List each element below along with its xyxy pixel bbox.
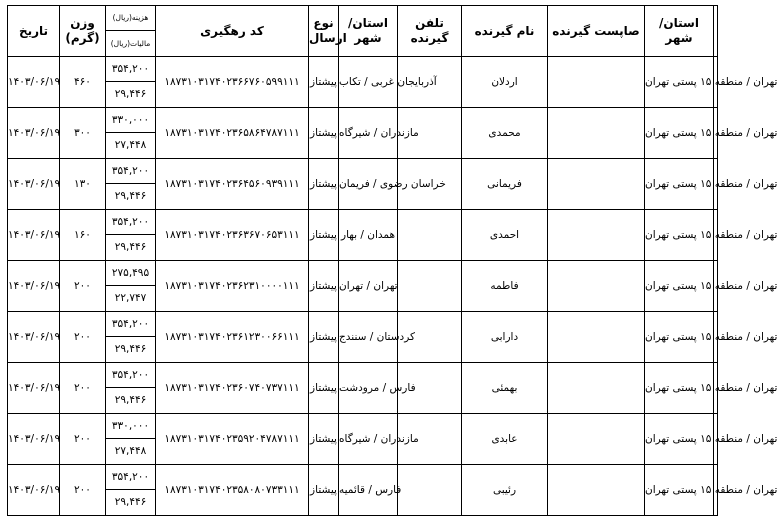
cell-send-type: پیشتاز: [309, 363, 339, 414]
cell-tracking: ۱۸۷۳۱۰۳۱۷۴۰۲۳۶۶۷۶۰۵۹۹۱۱۱: [156, 57, 309, 108]
cell-origin: تهران / منطقه ۱۵ پستی تهران: [645, 57, 714, 108]
cell-sender: [548, 312, 645, 363]
cell-weight: ۱۳۰: [60, 159, 106, 210]
header-cost: [106, 6, 156, 57]
cell-origin: تهران / منطقه ۱۵ پستی تهران: [645, 312, 714, 363]
cell-cost-amount: ۳۵۴,۲۰۰: [106, 312, 155, 337]
cell-cost-amount: ۲۷۵,۴۹۵: [106, 261, 155, 286]
header-date: تاریخ: [8, 6, 60, 57]
cell-send-type: پیشتاز: [309, 261, 339, 312]
cell-origin: تهران / منطقه ۱۵ پستی تهران: [645, 363, 714, 414]
header-weight: وزن (گرم): [60, 6, 106, 57]
cell-tracking: ۱۸۷۳۱۰۳۱۷۴۰۲۳۶۵۸۶۴۷۸۷۱۱۱: [156, 108, 309, 159]
cell-tracking: ۱۸۷۳۱۰۳۱۷۴۰۲۳۶۱۲۳۰۰۶۶۱۱۱: [156, 312, 309, 363]
cell-dest: مازندران / شیرگاه: [339, 108, 398, 159]
cell-recipient: اردلان: [462, 57, 548, 108]
cell-origin: تهران / منطقه ۱۵ پستی تهران: [645, 465, 714, 516]
cell-date: ۱۴۰۳/۰۶/۱۹: [8, 159, 60, 210]
header-destination: استان/ شهر: [339, 6, 398, 57]
cell-cost: [106, 312, 156, 363]
cell-cost: [106, 261, 156, 312]
cell-sender: [548, 261, 645, 312]
cell-tracking: ۱۸۷۳۱۰۳۱۷۴۰۲۳۶۳۶۷۰۶۵۳۱۱۱: [156, 210, 309, 261]
cell-tax-amount: ۲۹,۴۴۶: [114, 88, 147, 100]
cell-origin: تهران / منطقه ۱۵ پستی تهران: [645, 414, 714, 465]
cell-date: ۱۴۰۳/۰۶/۱۹: [8, 261, 60, 312]
cell-cost-amount: ۳۵۴,۲۰۰: [106, 210, 155, 235]
cell-sender: [548, 465, 645, 516]
cell-weight: ۲۰۰: [60, 261, 106, 312]
table-row: [8, 363, 718, 414]
cell-recipient: عابدی: [462, 414, 548, 465]
cell-tracking: ۱۸۷۳۱۰۳۱۷۴۰۲۳۵۹۲۰۴۷۸۷۱۱۱: [156, 414, 309, 465]
cell-cost-amount: ۳۵۴,۲۰۰: [106, 159, 155, 184]
cell-cost: [106, 210, 156, 261]
cell-cost: [106, 414, 156, 465]
cell-recipient: احمدی: [462, 210, 548, 261]
cell-origin: تهران / منطقه ۱۵ پستی تهران: [645, 108, 714, 159]
cell-tax-amount: ۲۷,۴۴۸: [114, 139, 147, 151]
cell-tracking: ۱۸۷۳۱۰۳۱۷۴۰۲۳۵۸۰۸۰۷۳۳۱۱۱: [156, 465, 309, 516]
cell-dest: فارس / قائمیه: [339, 465, 398, 516]
cell-origin: تهران / منطقه ۱۵ پستی تهران: [645, 261, 714, 312]
cell-send-type: پیشتاز: [309, 414, 339, 465]
table-body: [8, 57, 777, 516]
cell-phone: [398, 261, 462, 312]
cell-cost: [106, 159, 156, 210]
header-cost-bottom: مالیات(ریال): [110, 39, 151, 48]
header-recipient: نام گیرنده: [462, 6, 548, 57]
cell-cost: [106, 465, 156, 516]
cell-weight: ۲۰۰: [60, 312, 106, 363]
cell-cost-amount: ۳۳۰,۰۰۰: [106, 108, 155, 133]
cell-cost: [106, 108, 156, 159]
cell-sender: [548, 414, 645, 465]
cell-tracking: ۱۸۷۳۱۰۳۱۷۴۰۲۳۶۰۷۴۰۷۳۷۱۱۱: [156, 363, 309, 414]
table-row: [8, 57, 718, 108]
cell-tracking: ۱۸۷۳۱۰۳۱۷۴۰۲۳۶۴۵۶۰۹۳۹۱۱۱: [156, 159, 309, 210]
cell-send-type: پیشتاز: [309, 159, 339, 210]
cell-cost-amount: ۳۵۴,۲۰۰: [106, 57, 155, 82]
cell-recipient: محمدی: [462, 108, 548, 159]
cell-weight: ۱۶۰: [60, 210, 106, 261]
cell-weight: ۲۰۰: [60, 414, 106, 465]
cell-send-type: پیشتاز: [309, 312, 339, 363]
cell-origin: تهران / منطقه ۱۵ پستی تهران: [645, 159, 714, 210]
cell-weight: ۲۰۰: [60, 465, 106, 516]
cell-sender: [548, 363, 645, 414]
cell-cost: [106, 363, 156, 414]
cell-tracking: ۱۸۷۳۱۰۳۱۷۴۰۲۳۶۲۳۱۰۰۰۰۱۱۱: [156, 261, 309, 312]
cell-recipient: فریمانی: [462, 159, 548, 210]
header-edge: [714, 6, 718, 57]
cell-recipient: رئیبی: [462, 465, 548, 516]
table-row: [8, 108, 718, 159]
cell-tax-amount: ۲۹,۴۴۶: [114, 496, 147, 508]
cell-recipient: بهمئی: [462, 363, 548, 414]
cell-cost-amount: ۳۳۰,۰۰۰: [106, 414, 155, 439]
cell-dest: تهران / تهران: [339, 261, 398, 312]
cell-phone: [398, 210, 462, 261]
cell-cost-amount: ۳۵۴,۲۰۰: [106, 465, 155, 490]
cell-dest: کردستان / سنندج: [339, 312, 398, 363]
cell-date: ۱۴۰۳/۰۶/۱۹: [8, 57, 60, 108]
header-row: [8, 6, 718, 57]
header-sender: صاپست گیرنده: [548, 6, 645, 57]
cell-cost: [106, 57, 156, 108]
cell-date: ۱۴۰۳/۰۶/۱۹: [8, 414, 60, 465]
cell-send-type: پیشتاز: [309, 57, 339, 108]
cell-send-type: پیشتاز: [309, 465, 339, 516]
cell-recipient: فاطمه: [462, 261, 548, 312]
cell-date: ۱۴۰۳/۰۶/۱۹: [8, 363, 60, 414]
header-phone: تلفن گیرنده: [398, 6, 462, 57]
cell-dest: خراسان رضوی / فریمان: [339, 159, 398, 210]
cell-recipient: دارابی: [462, 312, 548, 363]
cell-dest: مازندران / شیرگاه: [339, 414, 398, 465]
cell-send-type: پیشتاز: [309, 108, 339, 159]
cell-dest: همدان / بهار: [339, 210, 398, 261]
cell-date: ۱۴۰۳/۰۶/۱۹: [8, 312, 60, 363]
table-row: [8, 414, 718, 465]
cell-dest: آذربایجان غربی / تکاب: [339, 57, 398, 108]
cell-tax-amount: ۲۹,۴۴۶: [114, 394, 147, 406]
cell-date: ۱۴۰۳/۰۶/۱۹: [8, 108, 60, 159]
cell-tax-amount: ۲۲,۷۴۷: [114, 292, 147, 304]
cell-tax-amount: ۲۹,۴۴۶: [114, 343, 147, 355]
header-origin: استان/ شهر: [645, 6, 714, 57]
cell-weight: ۳۰۰: [60, 108, 106, 159]
cell-sender: [548, 210, 645, 261]
header-send-type: نوع ارسال: [309, 6, 339, 57]
cell-phone: [398, 465, 462, 516]
cell-weight: ۴۶۰: [60, 57, 106, 108]
cell-date: ۱۴۰۳/۰۶/۱۹: [8, 465, 60, 516]
cell-tax-amount: ۲۹,۴۴۶: [114, 241, 147, 253]
table-row: [8, 261, 718, 312]
cell-sender: [548, 108, 645, 159]
cell-sender: [548, 57, 645, 108]
header-tracking: کد رهگیری: [156, 6, 309, 57]
cell-cost-amount: ۳۵۴,۲۰۰: [106, 363, 155, 388]
shipments-table: [7, 5, 777, 516]
cell-send-type: پیشتاز: [309, 210, 339, 261]
cell-dest: فارس / مرودشت: [339, 363, 398, 414]
cell-sender: [548, 159, 645, 210]
cell-weight: ۲۰۰: [60, 363, 106, 414]
table-row: [8, 210, 718, 261]
table-row: [8, 465, 718, 516]
cell-tax-amount: ۲۹,۴۴۶: [114, 190, 147, 202]
table-row: [8, 312, 718, 363]
header-cost-top: هزینه(ریال): [106, 6, 155, 31]
table-row: [8, 159, 718, 210]
cell-tax-amount: ۲۷,۴۴۸: [114, 445, 147, 457]
cell-date: ۱۴۰۳/۰۶/۱۹: [8, 210, 60, 261]
cell-origin: تهران / منطقه ۱۵ پستی تهران: [645, 210, 714, 261]
